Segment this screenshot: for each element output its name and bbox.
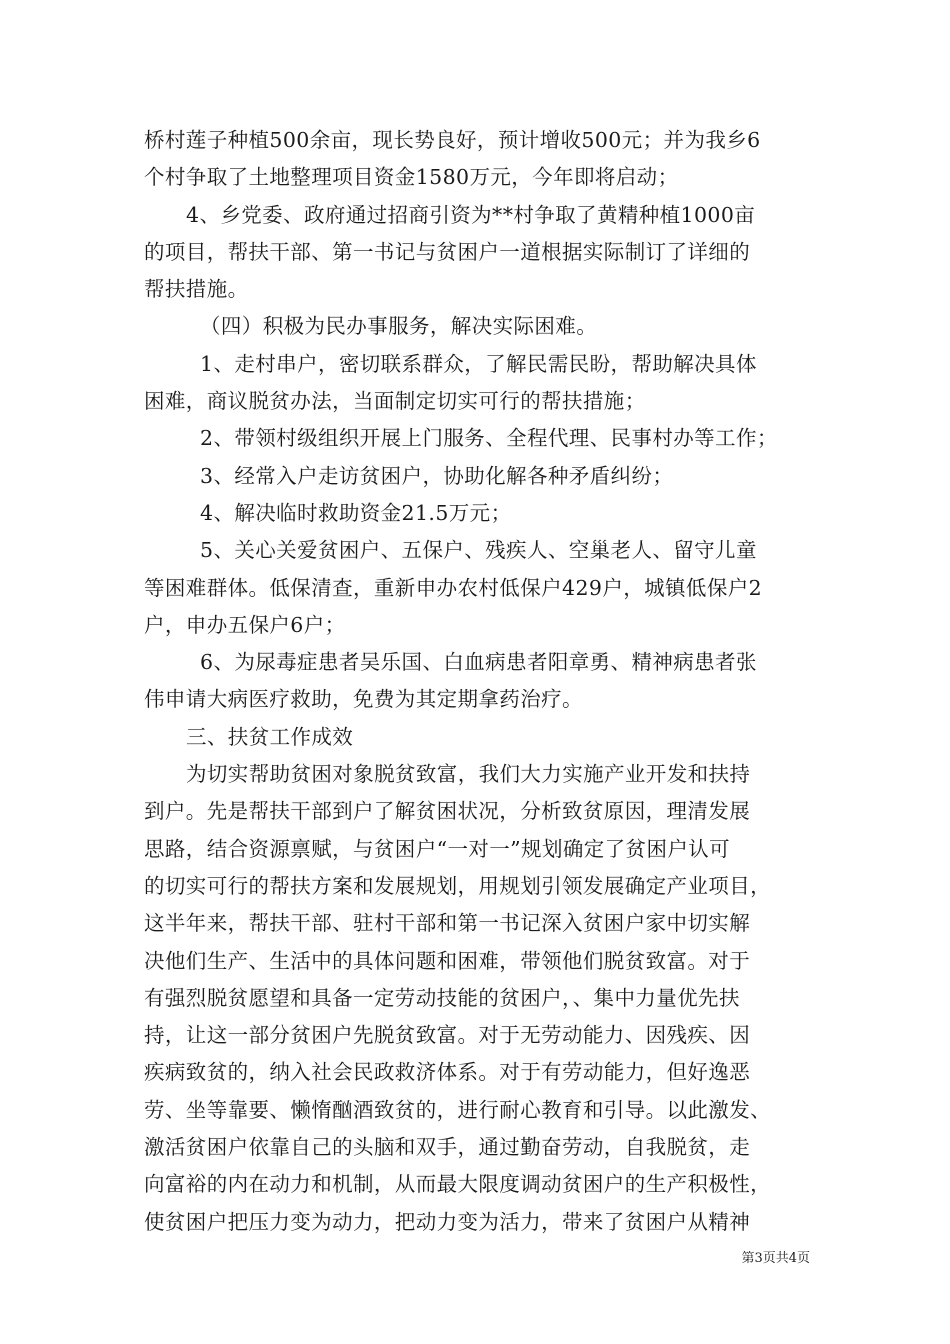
text-line: 2、带领村级组织开展上门服务、全程代理、民事村办等工作；	[200, 426, 778, 451]
text-line: 的切实可行的帮扶方案和发展规划，用规划引领发展确定产业项目，	[144, 873, 771, 898]
text-line: 桥村莲子种植500余亩，现长势良好，预计增收500元；并为我乡6	[144, 128, 761, 152]
text-line: 6、为尿毒症患者吴乐国、白血病患者阳章勇、精神病患者张	[200, 650, 757, 675]
text-line: 帮扶措施。	[144, 277, 249, 302]
text-line: （四）积极为民办事服务，解决实际困难。	[200, 314, 598, 339]
text-line: 持，让这一部分贫困户先脱贫致富。对于无劳动能力、因残疾、因	[144, 1023, 751, 1048]
document-body	[144, 122, 809, 1241]
text-line: 到户。先是帮扶干部到户了解贫困状况，分析致贫原因，理清发展	[144, 799, 751, 824]
text-line: 使贫困户把压力变为动力，把动力变为活力，带来了贫困户从精神	[144, 1209, 751, 1234]
text-line: 户，申办五保户6户；	[144, 612, 346, 637]
text-line: 有强烈脱贫愿望和具备一定劳动技能的贫困户，、集中力量优先扶	[144, 985, 740, 1010]
text-line: 为切实帮助贫困对象脱贫致富，我们大力实施产业开发和扶持	[186, 762, 751, 787]
text-line: 4、解决临时救助资金21.5万元；	[200, 500, 512, 525]
text-line: 等困难群体。低保清查，重新申办农村低保户429户，城镇低保户2	[144, 575, 763, 600]
text-line: 5、关心关爱贫困户、五保户、残疾人、空巢老人、留守儿童	[200, 538, 757, 563]
text-line: 伟申请大病医疗救助，免费为其定期拿药治疗。	[144, 687, 583, 712]
text-line: 困难，商议脱贫办法，当面制定切实可行的帮扶措施；	[144, 389, 646, 414]
text-line: 这半年来，帮扶干部、驻村干部和第一书记深入贫困户家中切实解	[144, 911, 751, 936]
text-line: 疾病致贫的，纳入社会民政救济体系。对于有劳动能力，但好逸恶	[144, 1060, 751, 1085]
text-line: 3、经常入户走访贫困户，协助化解各种矛盾纠纷；	[200, 463, 674, 488]
text-line: 的项目，帮扶干部、第一书记与贫困户一道根据实际制订了详细的	[144, 239, 751, 264]
text-line: 劳、坐等靠要、懒惰酗酒致贫的，进行耐心教育和引导。以此激发、	[144, 1097, 771, 1122]
text-line: 4、乡党委、政府通过招商引资为**村争取了黄精种植1000亩	[186, 202, 756, 227]
text-line: 激活贫困户依靠自己的头脑和双手，通过勤奋劳动，自我脱贫，走	[144, 1135, 751, 1160]
text-line: 三、扶贫工作成效	[186, 724, 354, 749]
text-line: 思路，结合资源禀赋，与贫困户“一对一”规划确定了贫困户认可	[144, 836, 731, 861]
text-line: 1、走村串户，密切联系群众，了解民需民盼，帮助解决具体	[200, 351, 757, 376]
page-number: 第3页共4页	[741, 1251, 810, 1266]
text-line: 向富裕的内在动力和机制，从而最大限度调动贫困户的生产积极性，	[144, 1172, 771, 1197]
text-line: 决他们生产、生活中的具体问题和困难，带领他们脱贫致富。对于	[144, 948, 751, 973]
text-line: 个村争取了土地整理项目资金1580万元，今年即将启动；	[144, 165, 679, 190]
